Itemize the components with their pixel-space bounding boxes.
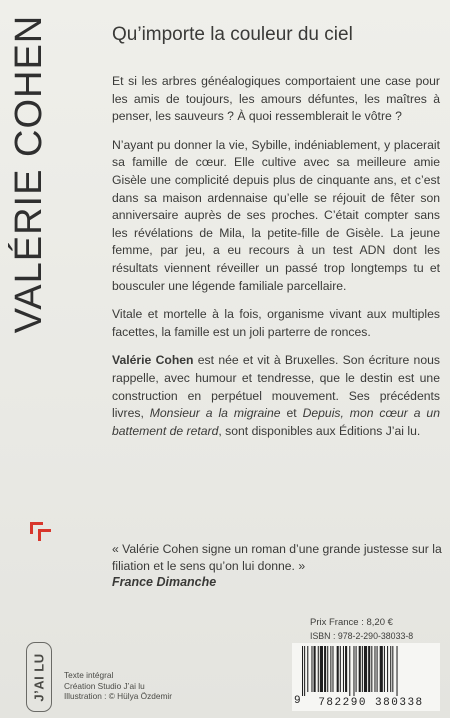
credits xyxy=(64,670,172,702)
blurb xyxy=(112,73,440,451)
author-name-vertical: VALÉRIE COHEN xyxy=(7,14,50,334)
barcode-first-digit: 9 xyxy=(294,695,301,707)
press-quote: « Valérie Cohen signe un roman d’une grande justesse sur la filiation et le sens qu’on lui donne. » xyxy=(112,542,442,573)
book-title: Qu’importe la couleur du ciel xyxy=(112,24,353,45)
blurb-paragraph-2: N’ayant pu donner la vie, Sybille, indéniablement, y placerait sa famille de cœur. Elle cultive avec sa meilleure amie Gisèle une complicité depuis plus de cinquante ans, et c’est dans sa maison ardennaise qu’elle se réjouit de fêter son anniversaire auprès de ses proches. C’était compter sans les révélations de Mila, la petite-fille de Gisèle. La jeune femme, par jeu, a eu recours à un test ADN dont les résultats viennent réveiller un passé trop longtemps tu et bousculer une légende familiale parcellaire. xyxy=(112,137,440,293)
blurb-paragraph-3: Vitale et mortelle à la fois, organisme vivant aux multiples facettes, la famille est un joli parterre de ronces. xyxy=(112,307,440,339)
barcode-digits: 782290 380338 xyxy=(305,697,437,709)
author-bio xyxy=(112,352,440,440)
bio-book-1: Monsieur a la migraine xyxy=(149,406,281,421)
credit-line: Texte intégral xyxy=(64,670,114,680)
quote-mark-icon xyxy=(30,520,52,542)
bio-author-name: Valérie Cohen xyxy=(112,353,194,368)
price: Prix France : 8,20 € xyxy=(310,617,393,628)
publisher-logo xyxy=(26,642,52,712)
bio-text-1: est née et vit à Bruxelles. Son écriture nous rappelle, avec humour et tendresse, que le destin est une construction en perpétuel mouvement. Ses précédents livres, xyxy=(112,353,440,421)
bio-text-2: et xyxy=(280,406,303,421)
barcode-icon xyxy=(302,646,430,696)
credit-line: Illustration : © Hülya Özdemir xyxy=(64,691,173,701)
bio-text-3: , sont disponibles aux Éditions J’ai lu. xyxy=(218,423,421,438)
isbn: ISBN : 978-2-290-38033-8 xyxy=(310,631,414,641)
credit-line: Création Studio J’ai lu xyxy=(64,680,145,691)
blurb-paragraph-1: Et si les arbres généalogiques comportaient une case pour les amis de toujours, les amours défuntes, les maîtres à penser, les sauveurs ? À quoi ressemblerait le vôtre ? xyxy=(112,74,440,124)
publisher-logo-text: J’AI LU xyxy=(31,652,47,702)
press-quote-source: France Dimanche xyxy=(112,575,217,589)
bio-book-2: Depuis, mon cœur a un battement de retard xyxy=(112,406,440,438)
